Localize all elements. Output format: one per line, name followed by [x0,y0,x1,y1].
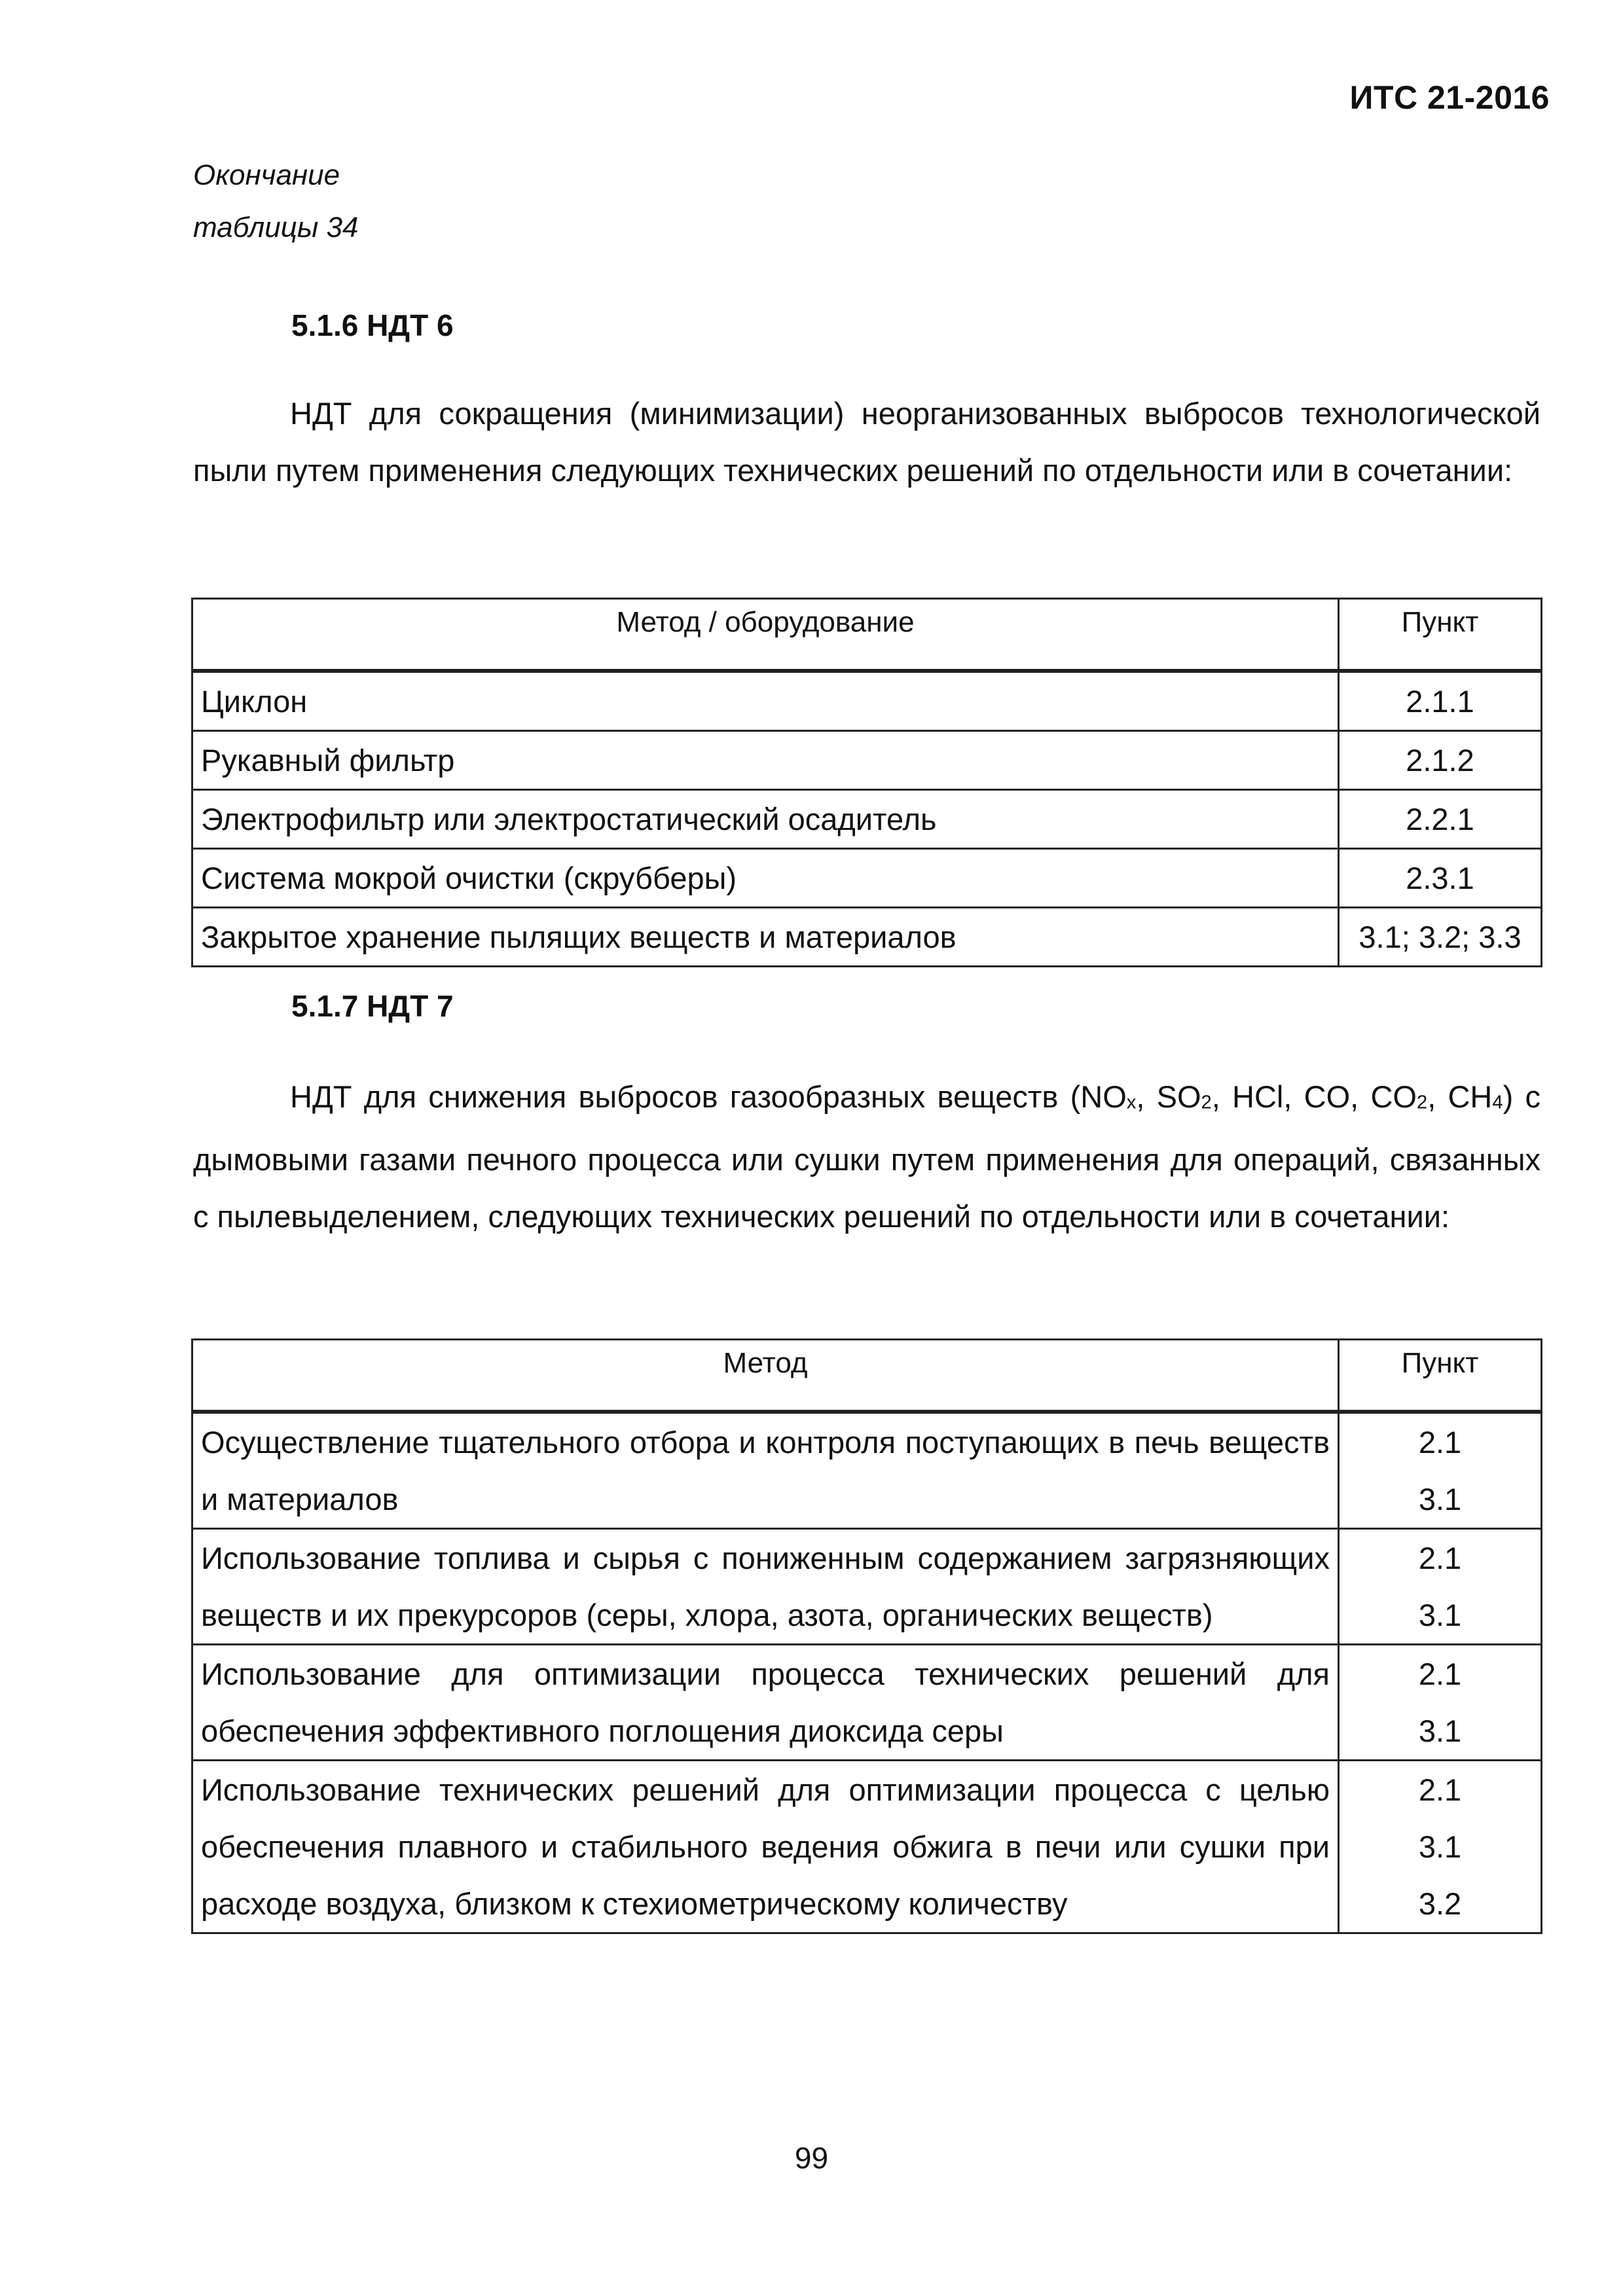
table-row [192,1645,1542,1761]
point-value: 3.2 [1418,1886,1462,1921]
point-cell [1339,1529,1542,1645]
point-value: 3.1 [1418,1829,1462,1864]
table-row [192,908,1542,967]
table-ending-line-2: таблицы 34 [193,211,359,243]
method-cell: Закрытое хранение пылящих веществ и материалов [192,908,1339,967]
column-header-point: Пункт [1339,599,1542,672]
point-cell: 2.3.1 [1339,849,1542,908]
table-row [192,1412,1542,1529]
section-heading-ndt-7: 5.1.7 НДТ 7 [291,989,454,1023]
subscript: 2 [1201,1092,1212,1113]
point-cell [1339,1645,1542,1761]
method-cell: Использование топлива и сырья с пониженным содержанием загрязняющих веществ и их прекурсоров (серы, хлора, азота, органических веществ) [192,1529,1339,1645]
column-header-point: Пункт [1339,1340,1542,1412]
section-paragraph-ndt-6: НДТ для сокращения (минимизации) неорганизованных выбросов технологической пыли путем применения следующих технических решений по отдельности или в сочетании: [193,396,1541,488]
point-cell: 2.1.2 [1339,731,1542,790]
subscript: x [1126,1092,1137,1113]
page-number: 99 [794,2141,829,2175]
paragraph-text: НДТ для снижения выбросов газообразных веществ (NO [290,1079,1127,1114]
method-cell: Использование технических решений для оптимизации процесса с целью обеспечения плавного и стабильного ведения обжига в печи или сушки при расходе воздуха, близком к стехиометрическому количеству [192,1761,1339,1933]
table-row [192,849,1542,908]
point-value: 3.1 [1418,1713,1462,1748]
method-cell: Система мокрой очистки (скрубберы) [192,849,1339,908]
section-paragraph-ndt-7 [193,1068,1541,1245]
table-ending-note [193,149,358,254]
table-row [192,790,1542,849]
method-cell: Рукавный фильтр [192,731,1339,790]
column-header-method: Метод [192,1340,1339,1412]
point-cell: 2.2.1 [1339,790,1542,849]
table-header-row [192,599,1542,672]
point-value: 2.1 [1418,1772,1462,1807]
method-cell: Осуществление тщательного отбора и контроля поступающих в печь веществ и материалов [192,1412,1339,1529]
table-row [192,1761,1542,1933]
point-cell [1339,1412,1542,1529]
paragraph-text: , CH [1427,1079,1493,1114]
point-value: 2.1 [1418,1541,1462,1575]
point-cell: 2.1.1 [1339,671,1542,731]
ndt-7-table [191,1338,1542,1934]
method-cell: Использование для оптимизации процесса технических решений для обеспечения эффективного поглощения диоксида серы [192,1645,1339,1761]
subscript: 2 [1416,1092,1428,1113]
paragraph-text: , SO [1136,1079,1201,1114]
method-cell: Циклон [192,671,1339,731]
document-code: ИТС 21-2016 [1349,79,1550,116]
table-row [192,671,1542,731]
subscript: 4 [1492,1092,1503,1113]
table-ending-line-1: Окончание [193,159,340,191]
table-row [192,731,1542,790]
method-cell: Электрофильтр или электростатический осадитель [192,790,1339,849]
ndt-6-table [191,598,1542,967]
table-header-row [192,1340,1542,1412]
column-header-method: Метод / оборудование [192,599,1339,672]
paragraph-text: , HCl, CO, CO [1211,1079,1417,1114]
point-value: 2.1 [1418,1425,1462,1460]
point-cell: 3.1; 3.2; 3.3 [1339,908,1542,967]
point-value: 3.1 [1418,1482,1462,1516]
point-value: 3.1 [1418,1598,1462,1632]
section-heading-ndt-6: 5.1.6 НДТ 6 [291,308,454,342]
point-cell [1339,1761,1542,1933]
paragraph-text: ) с дымовыми газами печного процесса или сушки путем применения для операций, связанных с пылевыделением, следующих технических решений по отдельности или в сочетании: [193,1079,1541,1234]
table-row [192,1529,1542,1645]
point-value: 2.1 [1418,1657,1462,1691]
